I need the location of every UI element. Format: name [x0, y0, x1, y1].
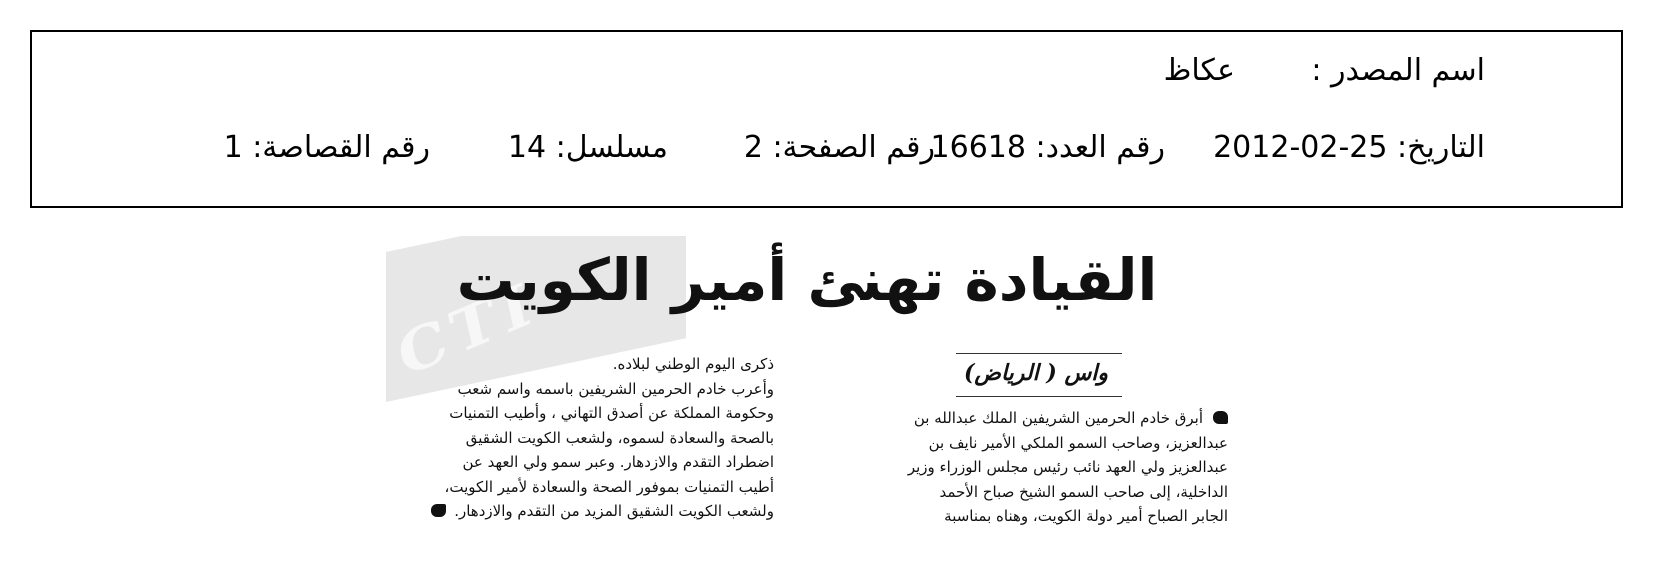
column-line: بالصحة والسعادة لسموه، ولشعب الكويت الشقيق	[465, 428, 774, 447]
column-line: وأعرب خادم الحرمين الشريفين باسمه واسم شعب	[457, 379, 774, 398]
clip-number-field: رقم القصاصة: 1	[223, 130, 430, 165]
byline-rule-top	[956, 353, 1122, 354]
date-field: التاريخ: 25-02-2012	[1213, 130, 1485, 165]
article-headline: القيادة تهنئ أمير الكويت	[456, 246, 1158, 314]
column-line: أبرق خادم الحرمين الشريفين الملك عبدالله بن	[818, 406, 1228, 431]
column-line: ذكرى اليوم الوطني لبلاده.	[612, 355, 774, 373]
source-label: اسم المصدر :	[1311, 53, 1485, 88]
source-value: عكاظ	[1163, 53, 1235, 88]
column-line: عبدالعزيز ولي العهد نائب رئيس مجلس الوزراء وزير	[907, 458, 1228, 476]
column-line: اضطراد التقدم والازدهار. وعبر سمو ولي العهد عن	[462, 453, 774, 471]
page-number-field: رقم الصفحة: 2	[743, 130, 935, 165]
column-line: عبدالعزيز، وصاحب السمو الملكي الأمير نايف بن	[928, 433, 1228, 452]
watermark-logo: CTI	[392, 268, 543, 392]
article-column-right	[818, 406, 1228, 529]
column-line: وحكومة المملكة عن أصدق التهاني ، وأطيب التمنيات	[449, 404, 774, 422]
article-column-left	[386, 352, 774, 524]
byline-rule-bottom	[956, 396, 1122, 397]
column-line: أطيب التمنيات بموفور الصحة والسعادة لأمير الكويت،	[444, 477, 774, 496]
newspaper-clipping	[386, 236, 1228, 575]
serial-field: مسلسل: 14	[507, 130, 668, 165]
issue-number-field: رقم العدد: 16618	[930, 130, 1165, 165]
paragraph-bullet-icon	[1213, 411, 1228, 424]
column-line: الجابر الصباح أمير دولة الكويت، وهناه بمناسبة	[944, 507, 1228, 525]
article-byline: واس ( الرياض)	[963, 360, 1109, 386]
article-end-icon	[431, 504, 446, 517]
column-line: ولشعب الكويت الشقيق المزيد من التقدم والازدهار.	[386, 499, 774, 524]
column-line: الداخلية، إلى صاحب السمو الشيخ صباح الأحمد	[939, 482, 1228, 501]
